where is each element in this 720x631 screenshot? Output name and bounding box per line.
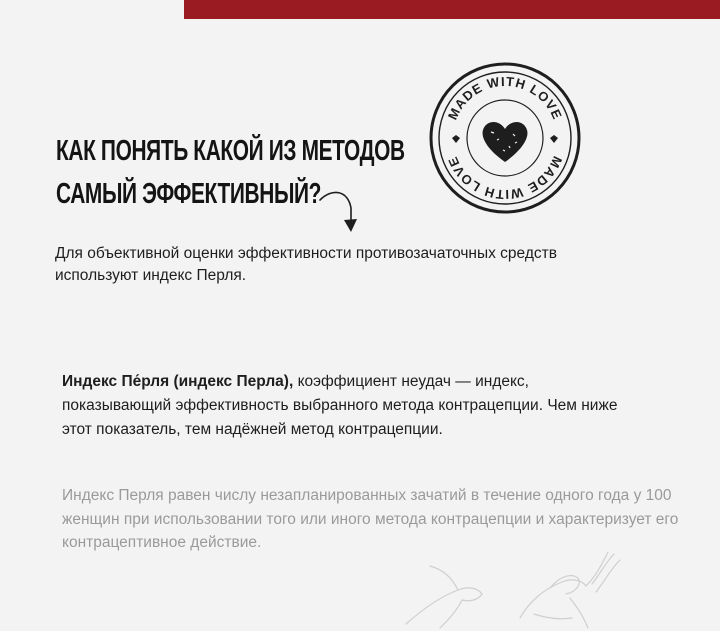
note-paragraph: Индекс Перля равен числу незапланированных зачатий в течение одного года у 100 женщин при использовании того или иного метода контрацепции и характеризует его контрацептивное действие.	[62, 487, 679, 551]
curved-arrow-icon	[318, 186, 362, 236]
stamp-text-bottom: MADE WITH LOVE	[444, 153, 566, 203]
made-with-love-stamp	[425, 58, 585, 218]
heading-line-1: КАК ПОНЯТЬ КАКОЙ ИЗ МЕТОДОВ	[56, 135, 405, 167]
intro-paragraph: Для объективной оценки эффективности противозачаточных средств используют индекс Перля.	[55, 245, 557, 284]
definition-text: коэффициент неудач — индекс, показывающий эффективность выбранного метода контрацепции. Чем ниже этот показатель, тем надёжней метод контрацепции.	[62, 373, 618, 438]
definition-term: Индекс Пе́рля (индекс Перла),	[62, 373, 294, 390]
heart-icon	[483, 122, 528, 162]
top-accent-bar	[184, 0, 720, 19]
stamp-text-top: MADE WITH LOVE	[444, 73, 566, 123]
heading-line-2: САМЫЙ ЭФФЕКТИВНЫЙ?	[56, 178, 322, 210]
svg-text:MADE WITH LOVE	[445, 74, 565, 122]
decorative-storks-illustration	[400, 548, 640, 631]
definition-paragraph	[62, 370, 622, 442]
